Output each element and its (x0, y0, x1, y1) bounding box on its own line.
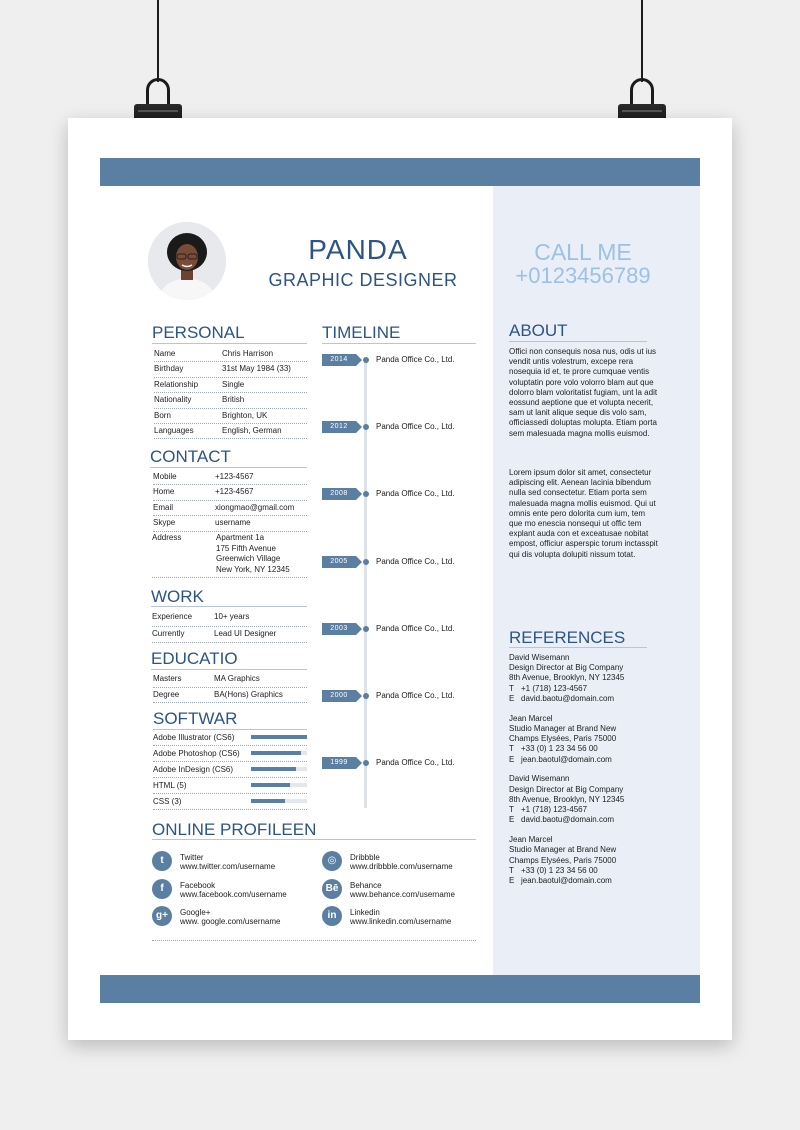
row-label: Name (154, 349, 176, 358)
candidate-name: PANDA (308, 234, 408, 265)
row-value: BA(Hons) Graphics (214, 689, 283, 699)
timeline-company: Panda Office Co., Ltd. (376, 758, 455, 768)
timeline-year-badge: 2014 (322, 354, 356, 366)
phone-tag: T (509, 744, 514, 754)
reference-name: David Wisemann (509, 774, 570, 784)
row-label: Experience (152, 612, 193, 621)
timeline-dot (363, 357, 369, 363)
software-level-bar (251, 735, 307, 739)
row-value: English, German (222, 426, 282, 435)
row-divider (154, 438, 307, 439)
reference-role: Studio Manager at Brand New (509, 723, 617, 733)
row-label: Masters (153, 674, 182, 683)
reference-phone-line (509, 866, 669, 876)
call-me-label: CALL ME (534, 239, 632, 265)
timeline-company: Panda Office Co., Ltd. (376, 489, 455, 499)
references-title: REFERENCES (509, 628, 626, 647)
row-divider (153, 687, 307, 688)
dribbble-icon: ◎ (322, 851, 342, 871)
software-level-fill (251, 767, 296, 771)
row-value: 31st May 1984 (33) (222, 364, 291, 374)
row-value: 10+ years (214, 612, 250, 621)
about-paragraph-1: Offici non consequis nosa nus, odis ut ius vendit untis volestrum, excepe rera nosequia id et, te prore cumquae ventis voluptatin pore volo volorro blam aut que dolorro blam voloritatist fugiam, unt la adit eossund aeptione que et volupta necerit, sam ut lanit alique seque dis volo sam, officiassedi doluptas molupta. Etiam porta sem malesuada magna mollis euismod. (509, 347, 658, 438)
call-me-phone: +0123456789 (515, 263, 651, 288)
reference-role: Studio Manager at Brand New (509, 845, 617, 855)
row-value: Lead UI Designer (214, 628, 277, 638)
online-profile-linkedin[interactable] (322, 906, 482, 932)
row-divider (153, 761, 307, 762)
software-level-bar (251, 751, 307, 755)
email-tag: E (509, 875, 515, 885)
reference-entry (509, 714, 669, 765)
profile-name: Behance (350, 880, 382, 890)
software-level-fill (251, 783, 290, 787)
row-label: Relationship (154, 379, 199, 389)
row-divider (152, 577, 307, 578)
reference-email-line (509, 694, 669, 704)
row-divider (154, 408, 307, 409)
online-profile-facebook[interactable] (152, 879, 312, 905)
online-divider (152, 839, 476, 840)
bottom-band (100, 975, 700, 1003)
software-level-fill (251, 735, 307, 739)
timeline-dot (363, 693, 369, 699)
reference-phone: +1 (718) 123-4567 (521, 683, 588, 693)
reference-address: Champs Elysées, Paris 75000 (509, 855, 617, 865)
phone-tag: T (509, 805, 514, 814)
software-level-fill (251, 799, 285, 803)
behance-icon: Bē (322, 879, 342, 899)
software-level-bar (251, 767, 307, 771)
row-divider (154, 392, 307, 393)
row-label: Languages (154, 426, 194, 435)
software-title: SOFTWAR (153, 709, 238, 728)
reference-email-line (509, 815, 669, 825)
profile-name: Twitter (180, 853, 204, 862)
reference-name: Jean Marcel (509, 835, 553, 845)
row-divider (152, 642, 307, 643)
row-label: Mobile (153, 472, 177, 481)
timeline-company: Panda Office Co., Ltd. (376, 355, 455, 364)
reference-phone: +1 (718) 123-4567 (521, 805, 588, 814)
timeline-year-badge: 2000 (322, 690, 356, 702)
reference-address: Champs Elysées, Paris 75000 (509, 734, 617, 744)
education-divider (151, 669, 307, 670)
profile-name: Linkedin (350, 908, 380, 917)
timeline-year-badge: 2012 (322, 421, 356, 433)
twitter-icon: t (152, 851, 172, 871)
profile-url[interactable]: www.dribbble.com/username (350, 862, 453, 871)
reference-email[interactable]: jean.baotul@domain.com (521, 875, 612, 885)
avatar (148, 222, 226, 300)
software-label: HTML (5) (153, 781, 187, 790)
reference-name: Jean Marcel (509, 713, 553, 723)
references-divider (509, 647, 647, 648)
software-level-fill (251, 751, 301, 755)
reference-phone-line (509, 744, 669, 754)
reference-address: 8th Avenue, Brooklyn, NY 12345 (509, 794, 625, 804)
reference-email[interactable]: jean.baotul@domain.com (521, 754, 612, 764)
software-divider (153, 729, 307, 730)
software-label: Adobe InDesign (CS6) (153, 765, 234, 774)
reference-email-line (509, 755, 669, 765)
personal-title: PERSONAL (152, 323, 245, 342)
contact-divider (150, 467, 307, 468)
email-tag: E (509, 815, 515, 825)
timeline-year-badge: 2003 (322, 623, 356, 635)
reference-email[interactable]: david.baotu@domain.com (521, 693, 615, 703)
about-title: ABOUT (509, 321, 568, 340)
row-value: +123-4567 (215, 487, 254, 497)
address-line: Apartment 1a (216, 533, 265, 542)
address-label: Address (152, 533, 182, 542)
row-divider (154, 377, 307, 378)
profile-name: Dribbble (350, 853, 380, 862)
timeline-year-badge: 2005 (322, 556, 356, 568)
profile-url[interactable]: www. google.com/username (180, 917, 281, 926)
address-line: New York, NY 12345 (216, 564, 290, 574)
software-label: Adobe Photoshop (CS6) (153, 749, 240, 758)
row-divider (153, 515, 307, 516)
timeline-year-badge: 2008 (322, 488, 356, 500)
row-divider (153, 484, 307, 485)
timeline-dot (363, 559, 369, 565)
row-value: +123-4567 (215, 472, 254, 481)
row-label: Degree (153, 689, 180, 699)
row-value: Single (222, 379, 245, 389)
reference-role: Design Director at Big Company (509, 663, 624, 673)
top-band (100, 158, 700, 186)
software-level-bar (251, 799, 307, 803)
timeline-company: Panda Office Co., Ltd. (376, 691, 455, 700)
row-label: Birthday (154, 364, 184, 374)
row-value: MA Graphics (214, 674, 260, 683)
software-label: CSS (3) (153, 797, 182, 806)
email-tag: E (509, 754, 515, 764)
timeline-company: Panda Office Co., Ltd. (376, 556, 455, 566)
about-divider (509, 341, 647, 342)
google-plus-icon: g+ (152, 906, 172, 926)
reference-phone: +33 (0) 1 23 34 56 00 (521, 865, 598, 875)
row-divider (153, 702, 307, 703)
row-divider (153, 809, 307, 810)
email-tag: E (509, 693, 515, 703)
reference-phone: +33 (0) 1 23 34 56 00 (521, 744, 598, 754)
reference-email[interactable]: david.baotu@domain.com (521, 815, 615, 825)
timeline-company: Panda Office Co., Ltd. (376, 623, 455, 633)
online-profile-google[interactable] (152, 906, 312, 932)
row-divider (154, 423, 307, 424)
address-lines (216, 533, 290, 575)
row-value: username (215, 518, 251, 528)
software-level-bar (251, 783, 307, 787)
education-title: EDUCATIO (151, 649, 238, 668)
timeline-company: Panda Office Co., Ltd. (376, 422, 455, 432)
row-divider (153, 500, 307, 501)
row-divider (154, 361, 307, 362)
online-profile-dribbble[interactable] (322, 851, 482, 877)
profile-url[interactable]: www.linkedin.com/username (350, 917, 452, 926)
row-label: Skype (153, 518, 176, 528)
phone-tag: T (509, 865, 514, 875)
reference-phone-line (509, 805, 669, 815)
profile-url[interactable]: www.facebook.com/username (180, 889, 287, 899)
work-divider (151, 606, 307, 607)
timeline-dot (363, 491, 369, 497)
about-paragraph-2: Lorem ipsum dolor sit amet, consectetur adipiscing elit. Aenean lacinia bibendum nulla sed consectetur. Etiam porta sem malesuada magna mollis euismod. Qui ut omnis ente pero dolorita cum ium, tem que mo enescia nonsequi ut offic tem explant auda con et exceatusae nobitat empost, officiur asperspic torum inctasspit qui dis volupta dolupiti nissum totat. (509, 468, 658, 559)
online-profile-behance[interactable] (322, 879, 482, 905)
timeline-title: TIMELINE (322, 323, 401, 342)
contact-title: CONTACT (150, 447, 231, 466)
online-bottom-divider (152, 940, 476, 941)
row-value: xiongmao@gmail.com (215, 502, 295, 512)
row-divider (153, 531, 307, 532)
row-divider (152, 626, 307, 627)
profile-name: Facebook (180, 880, 216, 890)
facebook-icon: f (152, 879, 172, 899)
row-value: Chris Harrison (222, 349, 274, 358)
row-label: Home (153, 487, 175, 497)
row-label: Nationality (154, 395, 192, 405)
timeline-dot (363, 626, 369, 632)
software-label: Adobe Illustrator (CS6) (153, 733, 235, 742)
phone-tag: T (509, 683, 514, 693)
row-divider (153, 777, 307, 778)
timeline-year-badge: 1999 (322, 757, 356, 769)
reference-name: David Wisemann (509, 653, 570, 662)
reference-phone-line (509, 684, 669, 694)
online-title: ONLINE PROFILEEN (152, 820, 317, 839)
row-value: Brighton, UK (222, 410, 268, 420)
personal-divider (152, 343, 307, 344)
work-title: WORK (151, 587, 204, 606)
resume-page (68, 118, 732, 1040)
reference-entry (509, 835, 669, 886)
linkedin-icon: in (322, 906, 342, 926)
row-divider (153, 745, 307, 746)
row-divider (153, 793, 307, 794)
timeline-dot (363, 760, 369, 766)
profile-name: Google+ (180, 908, 211, 917)
timeline-divider (322, 343, 476, 344)
reference-email-line (509, 876, 669, 886)
row-value: British (222, 395, 245, 405)
reference-role: Design Director at Big Company (509, 784, 624, 794)
row-label: Currently (152, 628, 185, 638)
online-profile-twitter[interactable] (152, 851, 312, 877)
row-label: Email (153, 502, 174, 512)
reference-entry (509, 774, 669, 825)
reference-entry (509, 653, 669, 704)
row-label: Born (154, 410, 171, 420)
reference-address: 8th Avenue, Brooklyn, NY 12345 (509, 673, 625, 683)
profile-url[interactable]: www.behance.com/username (350, 889, 455, 899)
profile-url[interactable]: www.twitter.com/username (180, 862, 276, 871)
timeline-dot (363, 424, 369, 430)
candidate-role: GRAPHIC DESIGNER (268, 270, 458, 290)
address-line: 175 Fifth Avenue (216, 543, 276, 553)
address-line: Greenwich Village (216, 554, 281, 563)
